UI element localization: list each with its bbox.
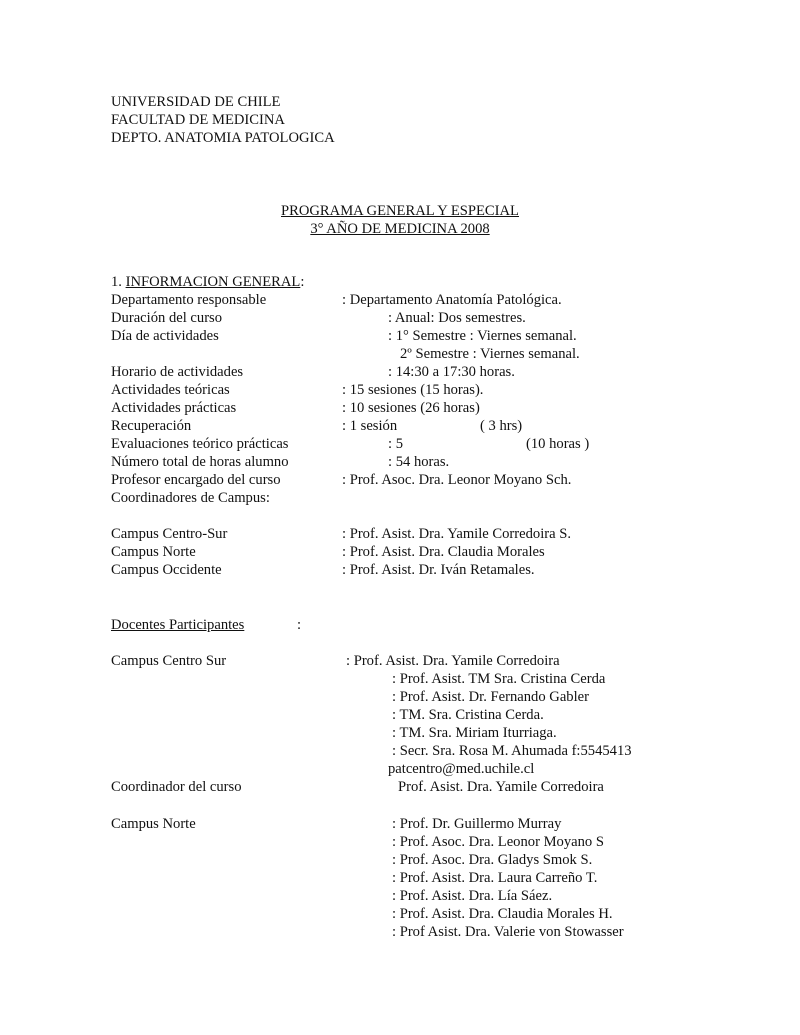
info-value: : 1 sesión — [342, 418, 398, 434]
info-value: : 15 sesiones (15 horas). — [342, 382, 484, 398]
info-value: 2º Semestre : Viernes semanal. — [400, 346, 580, 362]
campus-centro-sur-label: Campus Centro Sur — [111, 653, 227, 669]
coordinador-value: Prof. Asist. Dra. Yamile Corredoira — [398, 779, 604, 795]
docente-item: : Prof. Asist. Dra. Claudia Morales H. — [392, 906, 613, 922]
docente-item: : Prof. Asist. Dr. Fernando Gabler — [392, 689, 589, 705]
docente-item: : Prof Asist. Dra. Valerie von Stowasser — [392, 924, 624, 940]
docente-item: : Prof. Asoc. Dra. Leonor Moyano S — [392, 834, 604, 850]
section-title: INFORMACION GENERAL — [125, 274, 301, 290]
faculty-name: FACULTAD DE MEDICINA — [111, 112, 285, 128]
info-label: Coordinadores de Campus: — [111, 490, 270, 506]
info-value: : Departamento Anatomía Patológica. — [342, 292, 562, 308]
docentes-colon: : — [297, 617, 302, 633]
info-value: : 14:30 a 17:30 horas. — [388, 364, 515, 380]
info-value: : 54 horas. — [388, 454, 450, 470]
program-subtitle: 3° AÑO DE MEDICINA 2008 — [310, 221, 490, 237]
info-extra: ( 3 hrs) — [480, 418, 523, 434]
docente-item: : TM. Sra. Miriam Iturriaga. — [392, 725, 557, 741]
docente-item: : Prof. Asist. Dra. Laura Carreño T. — [392, 870, 598, 886]
info-label: Profesor encargado del curso — [111, 472, 281, 488]
campus-norte-label: Campus Norte — [111, 816, 196, 832]
docentes-heading: Docentes Participantes — [111, 617, 245, 633]
docente-item: : Prof. Dr. Guillermo Murray — [392, 816, 562, 832]
info-label: Duración del curso — [111, 310, 223, 326]
docente-item: : Secr. Sra. Rosa M. Ahumada f:5545413 — [392, 743, 632, 759]
info-value: : Anual: Dos semestres. — [388, 310, 526, 326]
campus-value: : Prof. Asist. Dra. Claudia Morales — [342, 544, 545, 560]
info-label: Evaluaciones teórico prácticas — [111, 436, 289, 452]
docente-item: : Prof. Asist. Dra. Yamile Corredoira — [346, 653, 560, 669]
campus-value: : Prof. Asist. Dra. Yamile Corredoira S. — [342, 526, 572, 542]
campus-label: Campus Centro-Sur — [111, 526, 228, 542]
campus-label: Campus Norte — [111, 544, 196, 560]
info-label: Día de actividades — [111, 328, 219, 344]
section-heading — [111, 273, 304, 291]
info-label: Actividades teóricas — [111, 382, 230, 398]
coordinador-label: Coordinador del curso — [111, 779, 242, 795]
info-label: Actividades prácticas — [111, 400, 237, 416]
contact-email: patcentro@med.uchile.cl — [388, 761, 535, 777]
department-name: DEPTO. ANATOMIA PATOLOGICA — [111, 130, 335, 146]
info-value: : Prof. Asoc. Dra. Leonor Moyano Sch. — [342, 472, 572, 488]
program-title: PROGRAMA GENERAL Y ESPECIAL — [281, 203, 519, 219]
section-number: 1. — [111, 274, 126, 290]
info-label: Recuperación — [111, 418, 192, 434]
docente-item: : TM. Sra. Cristina Cerda. — [392, 707, 544, 723]
info-label: Número total de horas alumno — [111, 454, 289, 470]
info-label: Horario de actividades — [111, 364, 244, 380]
info-value: : 1° Semestre : Viernes semanal. — [388, 328, 577, 344]
campus-value: : Prof. Asist. Dr. Iván Retamales. — [342, 562, 535, 578]
university-name: UNIVERSIDAD DE CHILE — [111, 94, 281, 110]
info-value: : 5 — [388, 436, 403, 452]
docente-item: : Prof. Asist. Dra. Lía Sáez. — [392, 888, 553, 904]
campus-label: Campus Occidente — [111, 562, 222, 578]
docente-item: : Prof. Asist. TM Sra. Cristina Cerda — [392, 671, 606, 687]
section-colon: : — [300, 274, 305, 290]
docente-item: : Prof. Asoc. Dra. Gladys Smok S. — [392, 852, 593, 868]
info-extra: (10 horas ) — [526, 436, 590, 452]
info-label: Departamento responsable — [111, 292, 267, 308]
info-value: : 10 sesiones (26 horas) — [342, 400, 480, 416]
